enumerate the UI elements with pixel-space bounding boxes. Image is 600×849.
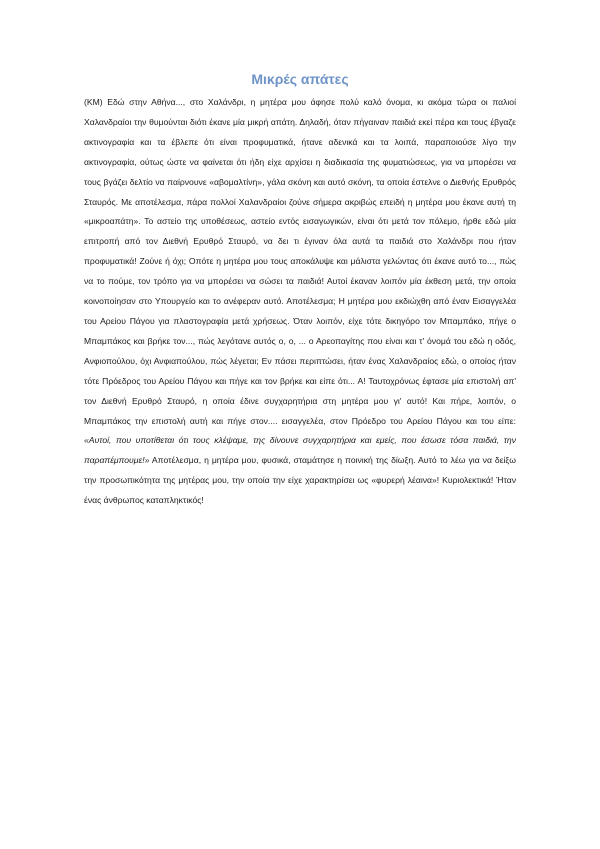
document-title: Μικρές απάτες: [251, 71, 349, 87]
paragraph-quote: «Αυτοί, που υποτίθεται ότι τους κλέψαμε, της δίνουνε συγχαρητήρια και εμείς, που έσωσε τόσα παιδιά, την παραπέμπουμε!»: [84, 435, 516, 466]
paragraph-text-part2: Αποτέλεσμα, η μητέρα μου, φυσικά, σταμάτησε η ποινική της δίωξη. Αυτό το λέω για να δείξω την προσωπικότητα της μητέρας μου, την οποία την είχε χαρακτηρίσει ως «φυρερή λέαινα»! Κυριολεκτικά! Ήταν ένας άνθρωπος καταπληκτικός!: [84, 455, 516, 506]
body-paragraph: [84, 93, 516, 511]
paragraph-text-part1: (ΚΜ) Εδώ στην Αθήνα..., στο Χαλάνδρι, η μητέρα μου άφησε πολύ καλό όνομα, κι ακόμα τώρα οι παλιοί Χαλανδραίοι την θυμούνται διότι έκανε μία μικρή απάτη. Δηλαδή, όταν πήγαιναν παιδιά εκεί πέρα και τους έβγαζε ακτινογραφία και τα έβλεπε ότι είναι προφυματικά, ήτανε αδενικά και τα λοιπά, παραποιούσε λίγο την ακτινογραφία, ούτως ώστε να φαίνεται ότι ήδη είχε αρχίσει η διαδικασία της φυματιώσεως, για να μπορέσει να τους βγάζει δελτίο να παίρνουνε «αβομαλτίνη», γάλα σκόνη και αυτό σκόνη, τα οποία έστελνε ο Διεθνής Ερυθρός Σταυρός. Με αποτέλεσμα, πάρα πολλοί Χαλανδραίοι ζούνε σήμερα ακριβώς επειδή η μητέρα μου έκανε αυτή τη «μικροαπάτη». Το αστείο της υποθέσεως, αστείο εντός εισαγωγικών, είναι ότι μετά τον πόλεμο, ήρθε εδώ μία επιτροπή από τον Διεθνή Ερυθρό Σταυρό, να δει τι έγιναν όλα αυτά τα παιδιά στο Χαλάνδρι που ήταν προφυματικά! Ζούνε ή όχι; Οπότε η μητέρα μου τους αποκάλυψε και μάλιστα γελώντας ότι έκανε αυτό το..., πώς να το πούμε, τον τρόπο για να μπορέσει να σώσει τα παιδιά! Αυτοί έκαναν λοιπόν μία έκθεση μετά, την οποία κοινοποίησαν στο Υπουργείο και το ανέφεραν αυτό. Αποτέλεσμα; Η μητέρα μου εκδιώχθη από έναν Εισαγγελέα του Αρείου Πάγου για πλαστογραφία μετά χρήσεως. Όταν λοιπόν, είχε τότε δικηγόρο τον Μπαμπάκο, πήγε ο Μπαμπάκος και βρήκε τον..., πώς λεγότανε αυτός ο, ο, ... ο Αρεοπαγίτης που είναι και τ' όνομά του εδώ η οδός, Ανφιοπούλου, όχι Ανφιαπούλου, πώς λέγεται; Εν πάσει περιπτώσει, ήταν ένας Χαλανδραίος εδώ, ο οποίος ήταν τότε Πρόεδρος του Αρείου Πάγου και πήγε και τον βρήκε και είπε ότι... Α! Ταυτοχρόνως έφτασε μία επιστολή απ' τον Διεθνή Ερυθρό Σταυρό, η οποία έδινε συγχαρητήρια στη μητέρα μου γι' αυτό! Και πήρε, λοιπόν, ο Μπαμπάκος την επιστολή αυτή και πήγε στον.... εισαγγελέα, στον Πρόεδρο του Αρείου Πάγου και του είπε:: [84, 97, 516, 426]
